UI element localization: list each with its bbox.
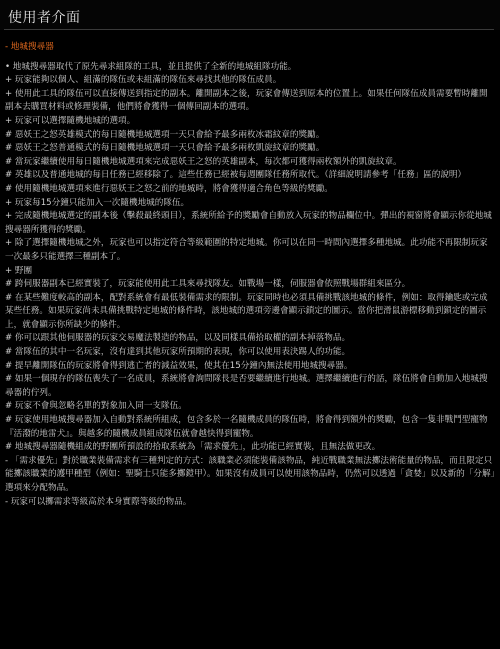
note-line: + 使用此工具的隊伍可以直接傳送到指定的副本。離開副本之後，玩家會傳送到原本的位置上。如果任何隊伍成員需要暫時離開副本去購買材料或修理裝備，他們將會獲得一個傳回副本的選項。 [5, 88, 488, 113]
note-line: # 玩家不會與忽略名單的對象加入同一支隊伍。 [5, 401, 187, 412]
note-line: • 地城搜尋器取代了原先尋求組隊的工具，並且提供了全新的地城組隊功能。 [5, 61, 297, 72]
section-heading: - 地城搜尋器 [5, 42, 54, 52]
note-line: # 當玩家繼續使用每日隨機地城選項來完成惡妖王之怒的英雄副本，每次都可獲得兩枚額外的凱旋紋章。 [5, 156, 402, 167]
title-bar [0, 0, 500, 30]
note-line: # 提早離開隊伍的玩家將會得到逃亡者的減益效果，使其在15分鐘內無法使用地城搜尋器。 [5, 360, 353, 371]
title-divider [4, 29, 494, 30]
note-line: # 惡妖王之怒英雄模式的每日隨機地城選項一天只會給予最多兩枚冰霜紋章的獎勵。 [5, 129, 325, 140]
note-line: # 地城搜尋器隨機組成的野團所預設的拾取系統為「需求優先」，此功能已經實裝，且無法做更改。 [5, 442, 381, 453]
page-title: 使用者介面 [8, 10, 81, 26]
note-line: # 你可以跟其他伺服器的玩家交易魔法製造的物品，以及同樣具備拾取權的副本掉落物品。 [5, 333, 351, 344]
note-line: # 英雄以及普通地城的每日任務已經移除了。這些任務已經被每週團隊任務所取代。（詳細說明請參考「任務」區的說明） [5, 170, 467, 181]
note-line: # 當隊伍的其中一名玩家，沒有達到其他玩家所預期的表現，你可以使用表決踢人的功能。 [5, 347, 351, 358]
note-line: - 「需求優先」對於職業裝備需求有三種判定的方式：該職業必須能裝備該物品，純近戰職業無法擲法術能量的物品，而且限定只能擲該職業的護甲種型（例如：聖騎士只能多擲鎧甲）。如果沒有成員可以使用該物品時，仍然可以透過「貪婪」以及新的「分解」選項來分配物品。 [5, 455, 495, 493]
note-line: # 跨伺服器副本已經實裝了，玩家能使用此工具來尋找隊友。如戰場一樣，伺服器會依照戰場群組來區分。 [5, 279, 411, 290]
note-line: # 玩家使用地城搜尋器加入自動對系統所組成，包含多於一名隨機成員的隊伍時，將會得到額外的獎勵，包含一隻非戰鬥型寵物『活潑的地雷犬』。與越多的隨機成員組成隊伍就會越快得到寵物。 [5, 415, 488, 439]
note-line: # 如果一個現存的隊伍喪失了一名成員，系統將會詢問隊長是否要繼續進行地城。選擇繼續進行的話，隊伍將會自動加入地城搜尋器的佇列。 [5, 374, 488, 398]
note-line: + 玩家每15分鐘只能加入一次隨機地城的隊伍。 [5, 197, 190, 208]
note-line: + 玩家可以選擇隨機地城的選項。 [5, 115, 136, 126]
patch-notes-body [5, 41, 495, 509]
note-line: # 使用隨機地城選項來進行惡妖王之怒之前的地城時，將會獲得適合角色等級的獎勵。 [5, 183, 333, 194]
note-line: + 完成隨機地城選定的副本後（擊殺最終頭目），系統所給予的獎勵會自動放入玩家的物品欄位中。彈出的視窗將會顯示你從地城搜尋器所獲得的獎勵。 [5, 211, 492, 235]
note-line: + 玩家能夠以個人、組滿的隊伍或未組滿的隊伍來尋找其他的隊伍成員。 [5, 75, 282, 86]
note-line: + 野團 [5, 265, 33, 276]
note-line: + 除了選擇隨機地城之外，玩家也可以指定符合等級範圍的特定地城。你可以在同一時間內選擇多種地城。此功能不再限制玩家一次最多只能選擇三種副本了。 [5, 238, 488, 262]
note-line: # 惡妖王之怒普通模式的每日隨機地城選項一天只會給予最多兩枚凱旋紋章的獎勵。 [5, 143, 325, 154]
note-line: # 在某些難度較高的副本，配對系統會有最低裝備需求的限制。玩家同時也必須具備挑戰該地城的條件，例如：取得鑰匙或完成某些任務。如果玩家尚未具備挑戰特定地城的條件時，該地城的選項旁邊會顯示鎖定的圖示。當你把滑鼠游標移動到鎖定的圖示上，就會顯示你所缺少的條件。 [5, 292, 488, 330]
note-line: - 玩家可以擲需求等級高於本身實際等級的物品。 [5, 496, 192, 507]
